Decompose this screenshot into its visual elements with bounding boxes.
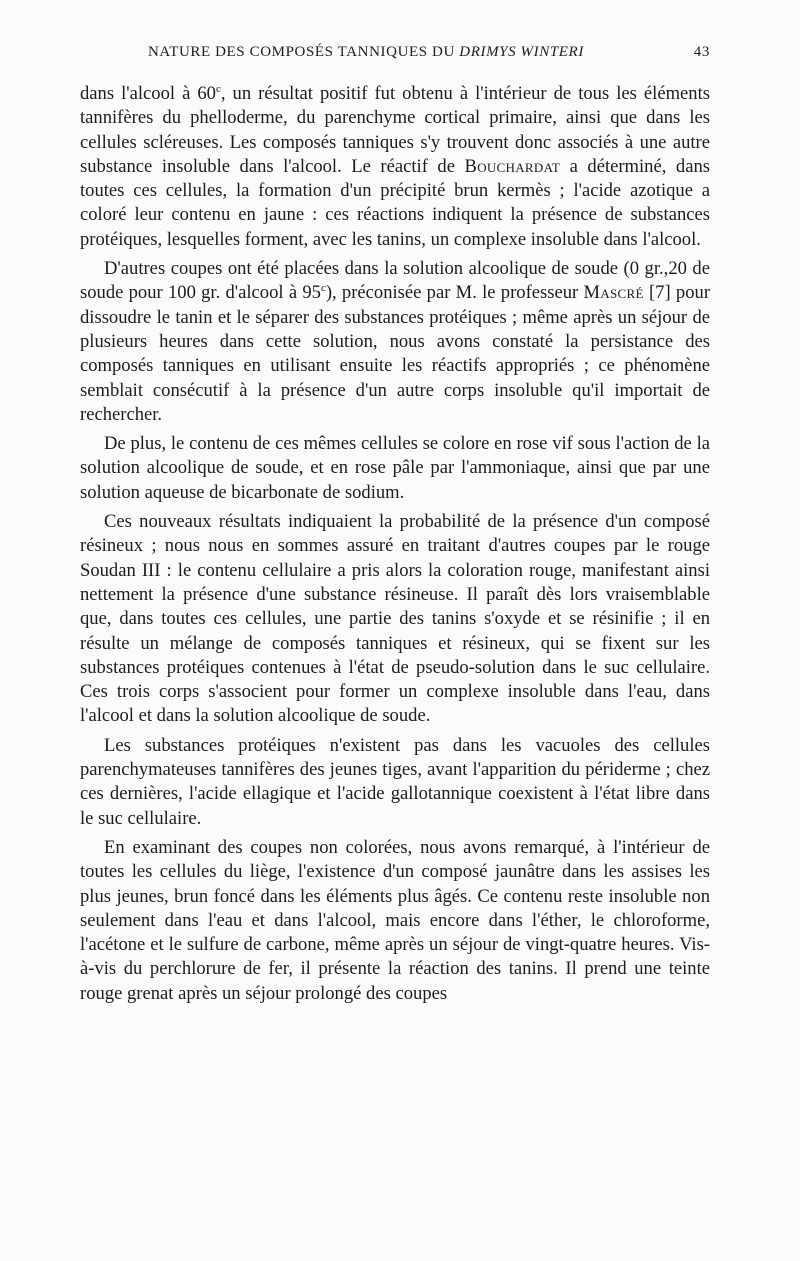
paragraph-1 [80, 82, 710, 252]
p2-text-a: D'autres coupes ont été placées dans la solution alcoolique de soude (0 gr.,20 de soude pour 100 gr. d'alcool à 95 [80, 258, 710, 304]
paragraph-2 [80, 257, 710, 427]
paragraph-6: En examinant des coupes non colorées, nous avons remarqué, à l'intérieur de toutes les cellules du liège, l'existence d'un composé jaunâtre dans les assises les plus jeunes, brun foncé dans les éléments plus âgés. Ce contenu reste insoluble non seulement dans l'eau et dans l'alcool, mais encore dans l'éther, le chloroforme, l'acétone et le sulfure de carbone, même après un séjour de vingt-quatre heures. Vis-à-vis du perchlorure de fer, il présente la réaction des tanins. Il prend une teinte rouge grenat après un séjour prolongé des coupes [80, 836, 710, 1004]
p2-text-b: ), préconisée par M. le professeur [325, 282, 584, 304]
paragraph-3: De plus, le contenu de ces mêmes cellules se colore en rose vif sous l'action de la solution alcoolique de soude, et en rose pâle par l'ammoniaque, ainsi que par une solution aqueuse de bicarbonate de sodium. [80, 433, 710, 503]
author-name-bouchardat: Bouchardat [464, 155, 561, 177]
paragraph-4: Ces nouveaux résultats indiquaient la probabilité de la présence d'un composé résineux ; nous nous en sommes assuré en traitant d'autres coupes par le rouge Soudan III : le contenu cellulaire a pris alors la coloration rouge, manifestant ainsi nettement la présence d'une substance résineuse. Il paraît dès lors vraisemblable que, dans toutes ces cellules, une partie des tanins s'oxyde et se résinifie ; il en résulte un mélange de composés tanniques et résineux, qui se fixent sur les substances protéiques contenues à l'état de pseudo-solution dans le suc cellulaire. Ces trois corps s'associent pour former un complexe insoluble dans l'eau, dans l'alcool et dans la solution alcoolique de soude. [80, 511, 710, 727]
p2-text-c: [7] pour dissoudre le tanin et le séparer des substances protéiques ; même après un séjour de plusieurs heures dans cette solution, nous avons constaté la persistance des composés tanniques en utilisant ensuite les réactifs appropriés ; ce phénomène semblait consécutif à la présence d'un autre corps insoluble qu'il importait de rechercher. [80, 282, 711, 425]
running-title-species: DRIMYS WINTERI [459, 44, 584, 60]
p2-superscript: c [320, 282, 326, 295]
p1-text-b: , un résultat positif fut obtenu à l'intérieur de tous les éléments tannifères du phelloderme, du parenchyme cortical primaire, ainsi que dans les cellules scléreuses. Les composés tanniques s'y trouvent donc associés à une autre substance insoluble dans l'alcool. Le réactif de [80, 83, 711, 177]
paragraph-5: Les substances protéiques n'existent pas dans les vacuoles des cellules parenchymateuses tannifères des jeunes tiges, avant l'apparition du périderme ; chez ces dernières, l'acide ellagique et l'acide gallotannique coexistent à l'état libre dans le suc cellulaire. [80, 734, 710, 829]
running-title-main: NATURE DES COMPOSÉS TANNIQUES DU [148, 44, 460, 60]
running-title [148, 44, 584, 61]
page-number: 43 [693, 44, 710, 60]
p1-text-c: a déterminé, dans toutes ces cellules, la formation d'un précipité brun kermès ; l'acide azotique a coloré leur contenu en jaune : ces réactions indiquent la présence de substances protéiques, lesquelles forment, avec les tanins, un complexe insoluble dans l'alcool. [80, 155, 710, 250]
body-text [80, 82, 710, 1011]
p1-superscript: c [215, 82, 221, 95]
author-name-mascre: Mascré [583, 282, 644, 304]
p1-text-a: dans l'alcool à 60 [80, 83, 216, 104]
